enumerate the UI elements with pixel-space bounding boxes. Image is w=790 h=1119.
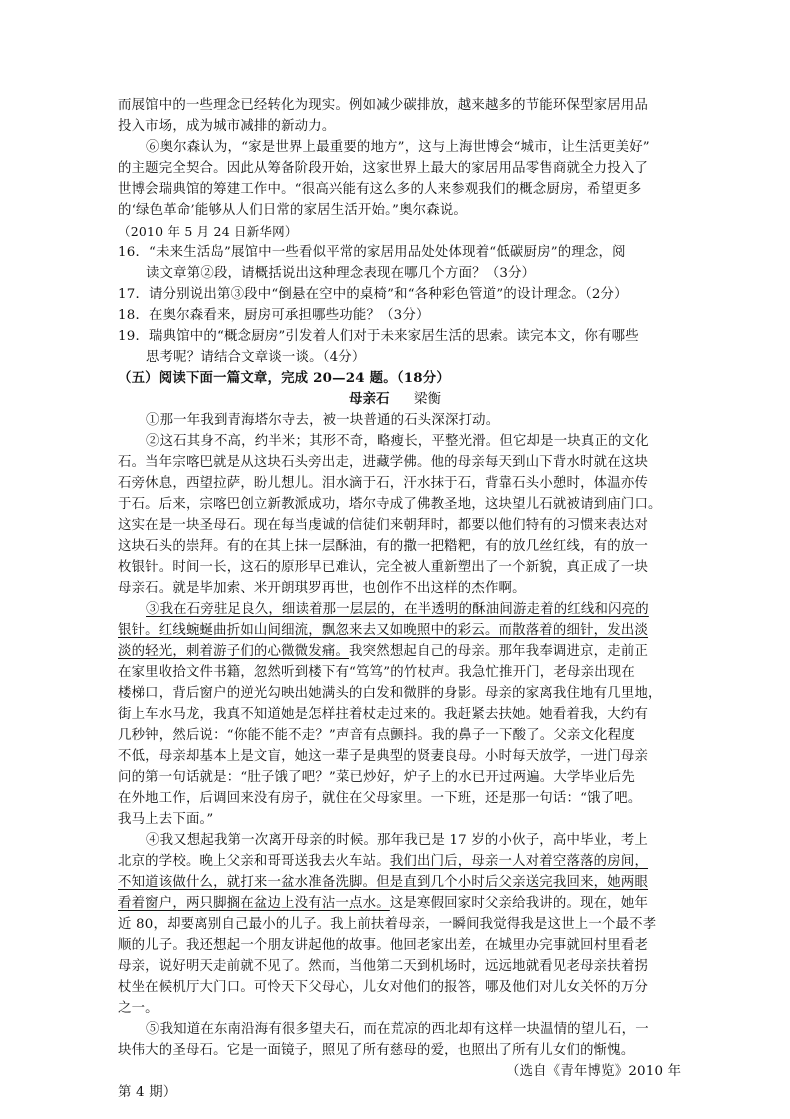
text-line: ④我又想起我第一次离开母亲的时候。那年我已是 17 岁的小伙子，高中毕业，考上: [146, 833, 649, 848]
text-line: 石。当年宗喀巴就是从这块石头旁出走，进藏学佛。他的母亲每天到山下背水时就在这块: [118, 455, 649, 470]
underlined-text: 银针。红线蜿蜒曲折如山间细流，飘忽来去又如晚照中的彩云。而散落着的细针，发出淡: [118, 623, 649, 638]
underlined-text: 看着窗户，两只脚搁在盆边上没有沾一点水。: [118, 896, 390, 911]
question-18: 18．在奥尔森看来，厨房可承担哪些功能？（3分）: [118, 308, 430, 323]
section-heading: （五）阅读下面一篇文章，完成 20—24 题。（18分）: [118, 370, 450, 386]
text-line: ⑥奥尔森认为，“家是世界上最重要的地方”，这与上海世博会“城市，让生活更美好”: [146, 140, 650, 155]
text-line: 楼梯口，背后窗户的逆光勾映出她满头的白发和微胖的身影。母亲的家离我住地有几里地，: [118, 686, 662, 701]
text-line: 母亲，说好明天走前就不见了。然而，当他第二天到机场时，远远地就看见老母亲扶着拐: [118, 959, 649, 974]
text-line: 石旁休息，西望拉萨，盼儿想儿。泪水滴于石，汗水抹于石，背靠石头小憩时，体温亦传: [118, 476, 649, 491]
text-span: 这是寒假回家时父亲给我讲的。现在，她年: [389, 896, 649, 911]
text-line: 而展馆中的一些理念已经转化为现实。例如减少碳排放，越来越多的节能环保型家居用品: [118, 98, 649, 113]
text-line: 之一。: [118, 1001, 159, 1016]
question-19: 19．瑞典馆中的“概念厨房”引发着人们对于未来家居生活的思索。读完本文，你有哪些: [118, 329, 639, 344]
article-title: 母亲石: [349, 391, 390, 407]
text-line: 在家里收拾文件书籍，忽然听到楼下有“笃笃”的竹杖声。我急忙推开门，老母亲出现在: [118, 665, 635, 680]
text-line: ①那一年我到青海塔尔寺去，被一块普通的石头深深打动。: [146, 413, 500, 428]
question-16-cont: 读文章第②段，请概括说出这种理念表现在哪几个方面？（3分）: [146, 266, 536, 281]
text-line: 这块石头的崇拜。有的在其上抹一层酥油，有的撒一把糌粑，有的放几丝红线，有的放一: [118, 539, 649, 554]
text-line: 世博会瑞典馆的筹建工作中。“很高兴能有这么多的人来参观我们的概念厨房，希望更多: [118, 182, 642, 197]
underlined-text: ③我在石旁驻足良久，细读着那一层层的，在半透明的酥油间游走着的红线和闪亮的: [146, 602, 649, 617]
question-19-cont: 思考呢？请结合文章谈一谈。（4分）: [146, 350, 366, 365]
text-line: 的主题完全契合。因此从筹备阶段开始，这家世界上最大的家居用品零售商就全力投入了: [118, 161, 649, 176]
text-line: 在外地工作，后调回来没有房子，就住在父母家里。一下班，还是那一句话：“饿了吧。: [118, 791, 642, 806]
text-span: 北京的学校。晚上父亲和哥哥送我去火车站。: [118, 854, 390, 869]
underlined-text: 淡的轻光，刺着游子们的心微微发痛。: [118, 644, 350, 659]
underlined-text: 我们出门后，母亲一人对着空落落的房间，: [389, 854, 649, 869]
text-span: 我突然想起自己的母亲。那年我奉调进京，走前正: [349, 644, 649, 659]
text-line: ②这石其身不高，约半米；其形不奇，略瘦长，平整光滑。但它却是一块真正的文化: [146, 434, 649, 449]
text-line: 顺的儿子。我还想起一个朋友讲起他的故事。他回老家出差，在城里办完事就回村里看老: [118, 938, 649, 953]
source-citation-cont: 第 4 期）: [118, 1085, 177, 1100]
text-line: 问的第一句话就是：“肚子饿了吧？”菜已炒好，炉子上的水已开过两遍。大学毕业后先: [118, 770, 635, 785]
text-line: ⑤我知道在东南沿海有很多望夫石，而在荒凉的西北却有这样一块温情的望儿石，一: [146, 1022, 649, 1037]
text-line: 街上车水马龙，我真不知道她是怎样拄着杖走过来的。我赶紧去扶她。她看着我，大约有: [118, 707, 649, 722]
source-citation: （选自《青年博览》2010 年: [506, 1064, 682, 1079]
text-line: 投入市场，成为城市减排的新动力。: [118, 119, 336, 134]
text-line: 的‘绿色革命’能够从人们日常的家居生活开始。”奥尔森说。: [118, 203, 468, 218]
text-line: 近 80，却要离别自己最小的儿子。我上前扶着母亲，一瞬间我觉得我是这世上一个最不孝: [118, 917, 657, 932]
underlined-text: 不知道该做什么，就打来一盆水准备洗脚。但是直到几个小时后父亲送完我回来，她两眼: [118, 875, 649, 890]
text-line: [118, 893, 648, 914]
question-17: 17．请分别说出第③段中“倒悬在空中的桌椅”和“各种彩色管道”的设计理念。（2分）: [118, 287, 628, 302]
text-line: 我马上去下面。”: [118, 812, 214, 827]
source-note: （2010 年 5 月 24 日新华网）: [118, 224, 298, 239]
text-line: 母亲石。就是毕加索、米开朗琪罗再世，也创作不出这样的杰作啊。: [118, 581, 526, 596]
text-line: 几秒钟，然后说：“你能不能不走？”声音有点颤抖。我的鼻子一下酸了。父亲文化程度: [118, 728, 635, 743]
text-line: 块伟大的圣母石。它是一面镜子，照见了所有慈母的爱，也照出了所有儿女们的惭愧。: [118, 1043, 635, 1058]
text-line: 于石。后来，宗喀巴创立新教派成功，塔尔寺成了佛教圣地，这块望儿石就被请到庙门口。: [118, 497, 662, 512]
text-line: [118, 851, 648, 872]
question-16: 16．“未来生活岛”展馆中一些看似平常的家居用品处处体现着“低碳厨房”的理念，阅: [118, 245, 626, 260]
text-line: 不低，母亲却基本上是文盲，她这一辈子是典型的贤妻良母。小时每天放学，一进门母亲: [118, 749, 649, 764]
text-line: 枚银针。时间一长，这石的原形早已难认，完全被人重新塑出了一个新貌，真正成了一块: [118, 560, 649, 575]
text-line: 杖坐在候机厅大门口。可怜天下父母心，儿女对他们的报答，哪及他们对儿女关怀的万分: [118, 980, 649, 995]
article-author: 梁衡: [414, 392, 442, 407]
text-line: [118, 641, 648, 662]
text-line: 这实在是一块圣母石。现在每当虔诚的信徒们来朝拜时，都要以他们特有的习惯来表达对: [118, 518, 649, 533]
